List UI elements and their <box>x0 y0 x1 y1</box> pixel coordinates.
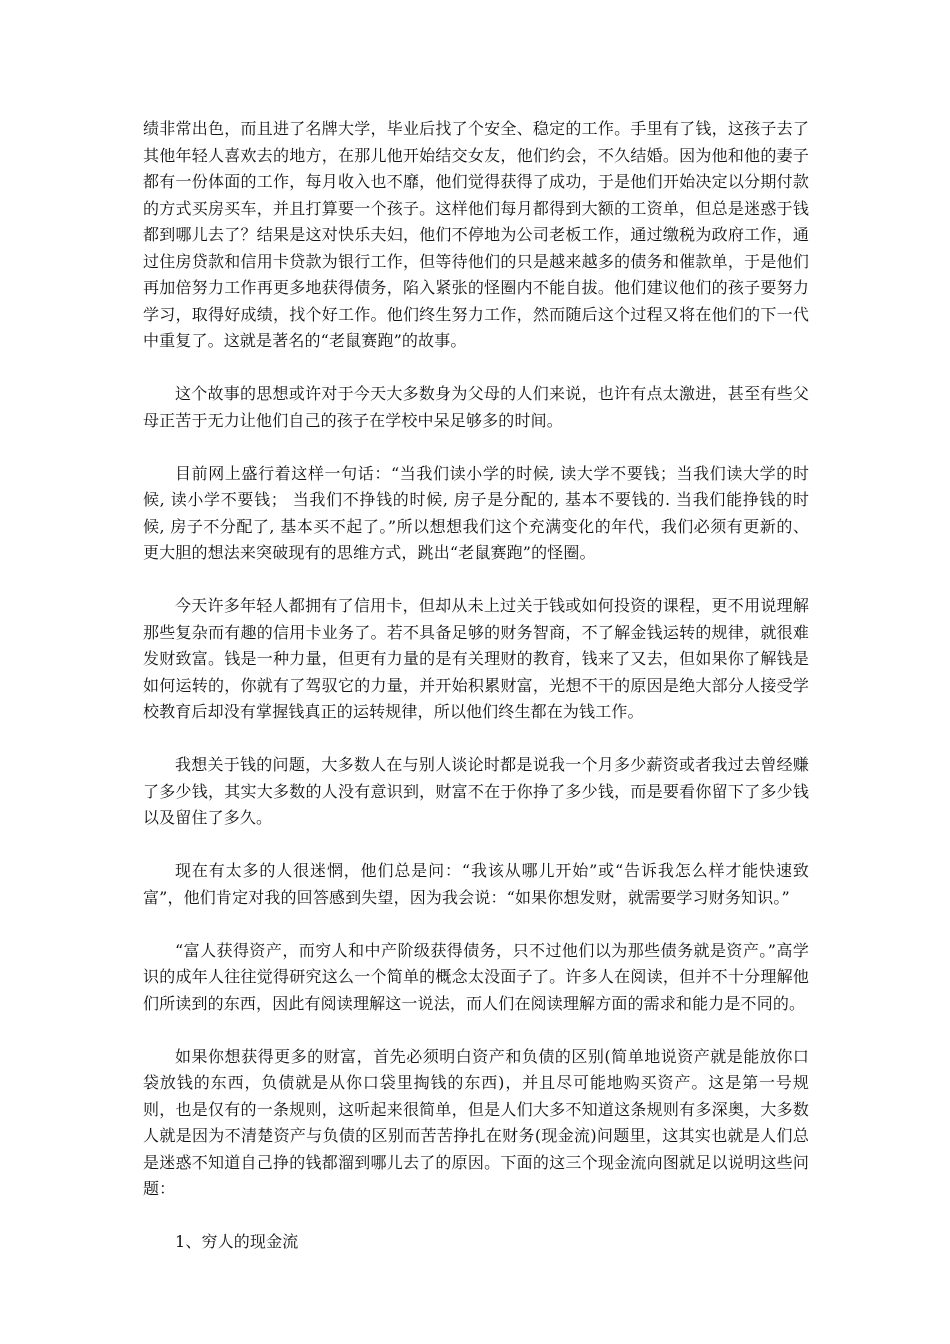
paragraph-where-to-start: 现在有太多的人很迷惘，他们总是问：“我该从哪儿开始”或“告诉我怎么样才能快速致富”，他们肯定对我的回答感到失望，因为我会说：“如果你想发财，就需要学习财务知识。” <box>143 861 809 907</box>
section-heading-poor-cashflow: 1、穷人的现金流 <box>175 1232 299 1251</box>
paragraph-online-saying: 目前网上盛行着这样一句话：“当我们读小学的时候, 读大学不要钱；当我们读大学的时候, 读小学不要钱； 当我们不挣钱的时候, 房子是分配的, 基本不要钱的. 当我们能挣钱的时候, 房子不分配了, 基本买不起了。”所以想想我们这个充满变化的年代，我们必须有更新的、更大胆的想法来突破现有的思维方式，跳出“老鼠赛跑”的怪圈。 <box>143 463 809 562</box>
document-page <box>143 116 809 1256</box>
paragraph-assets-liabilities-quote: “富人获得资产，而穷人和中产阶级获得债务，只不过他们以为那些债务就是资产。”高学识的成年人往往觉得研究这么一个简单的概念太没面子了。许多人在阅读，但并不十分理解他们所读到的东西，因此有阅读理解这一说法，而人们在阅读理解方面的需求和能力是不同的。 <box>143 940 809 1013</box>
paragraph-rat-race-story: 绩非常出色，而且进了名牌大学，毕业后找了个安全、稳定的工作。手里有了钱，这孩子去了其他年轻人喜欢去的地方，在那儿他开始结交女友，他们约会，不久结婚。因为他和他的妻子都有一份体面的工作，每月收入也不靡，他们觉得获得了成功，于是他们开始决定以分期付款的方式买房买车，并且打算要一个孩子。这样他们每月都得到大额的工资单，但总是迷惑于钱都到哪儿去了？结果是这对快乐夫妇，他们不停地为公司老板工作，通过缴税为政府工作，通过住房贷款和信用卡贷款为银行工作，但等待他们的只是越来越多的债务和催款单，于是他们再加倍努力工作再更多地获得债务，陷入紧张的怪圈内不能自拔。他们建议他们的孩子要努力学习，取得好成绩，找个好工作。他们终生努力工作，然而随后这个过程又将在他们的下一代中重复了。这就是著名的“老鼠赛跑”的故事。 <box>143 119 809 350</box>
paragraph-first-rule: 如果你想获得更多的财富，首先必须明白资产和负债的区别(简单地说资产就是能放你口袋放钱的东西，负债就是从你口袋里掏钱的东西)，并且尽可能地购买资产。这是第一号规则，也是仅有的一条规则，这听起来很简单，但是人们大多不知道这条规则有多深奥，大多数人就是因为不清楚资产与负债的区别而苦苦挣扎在财务(现金流)问题里，这其实也就是人们总是迷惑不知道自己挣的钱都溜到哪儿去了的原因。下面的这三个现金流向图就足以说明这些问题： <box>143 1046 809 1198</box>
paragraph-money-kept: 我想关于钱的问题，大多数人在与别人谈论时都是说我一个月多少薪资或者我过去曾经赚了多少钱，其实大多数的人没有意识到，财富不在于你挣了多少钱，而是要看你留下了多少钱以及留住了多久。 <box>143 755 809 827</box>
paragraph-credit-cards: 今天许多年轻人都拥有了信用卡，但却从未上过关于钱或如何投资的课程，更不用说理解那些复杂而有趣的信用卡业务了。若不具备足够的财务智商，不了解金钱运转的规律，就很难发财致富。钱是一种力量，但更有力量的是有关理财的教育，钱来了又去，但如果你了解钱是如何运转的，你就有了驾驭它的力量，并开始积累财富，光想不干的原因是绝大部分人接受学校教育后却没有掌握钱真正的运转规律，所以他们终生都在为钱工作。 <box>143 596 809 721</box>
paragraph-parents-view: 这个故事的思想或许对于今天大多数身为父母的人们来说，也许有点太激进，甚至有些父母正苦于无力让他们自己的孩子在学校中呆足够多的时间。 <box>143 384 809 430</box>
